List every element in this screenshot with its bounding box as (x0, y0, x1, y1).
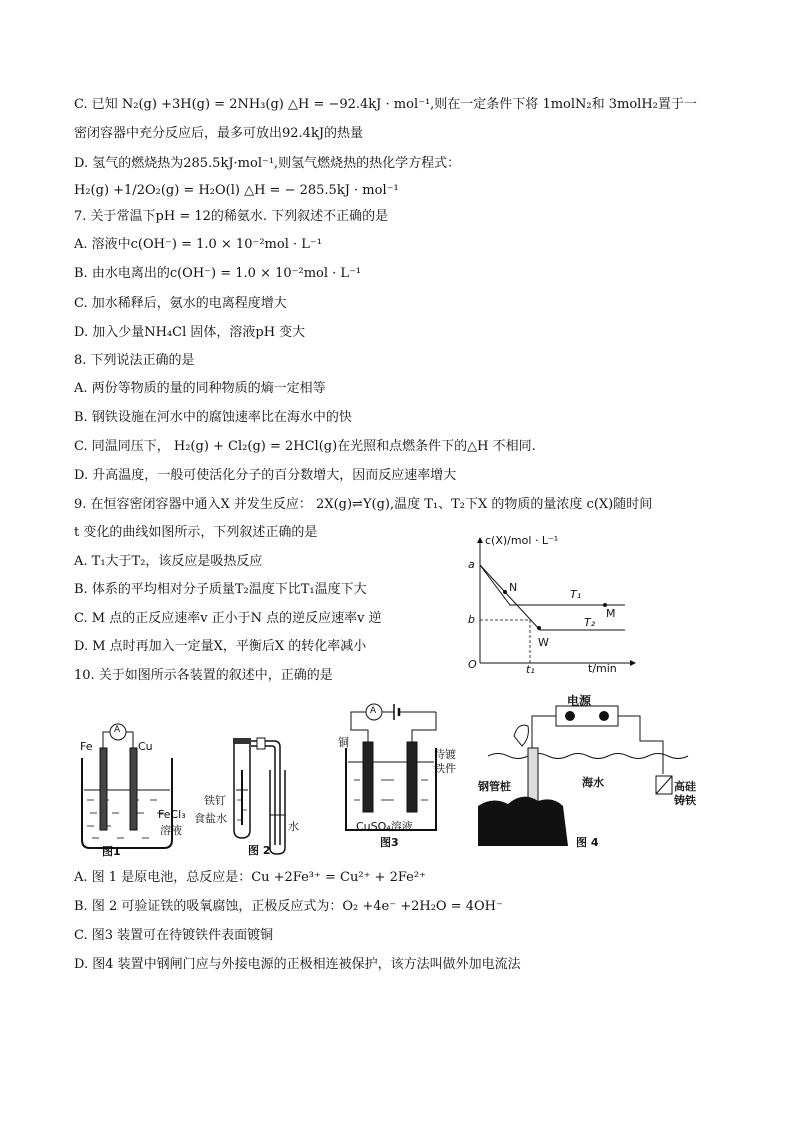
iron-nail-label: 铁钉 (204, 794, 226, 807)
point-n-label: N (509, 581, 518, 594)
question-8-option-b: B. 钢铁设施在河水中的腐蚀速率比在海水中的快 (74, 410, 352, 425)
option-6d-equation: H₂(g) +1/2O₂(g) = H₂O(l) △H = − 285.5kJ · mol⁻¹ (74, 183, 399, 198)
salt-water-label: 食盐水 (194, 812, 227, 825)
high-silicon-label-2: 铸铁 (674, 794, 696, 807)
question-8-stem: 8. 下列说法正确的是 (74, 353, 195, 368)
question-8-option-c: C. 同温同压下， H₂(g) + Cl₂(g) = 2HCl(g)在光照和点燃条件下的△H 不相同. (74, 439, 536, 454)
fig3-ammeter-label: A (370, 706, 377, 716)
graph-origin-label: O (468, 658, 477, 671)
figure-3-caption: 图3 (380, 836, 399, 849)
option-6d-line1: D. 氢气的燃烧热为285.5kJ·mol⁻¹,则氢气燃烧热的热化学方程式： (74, 156, 461, 171)
question-7-option-a: A. 溶液中c(OH⁻) = 1.0 × 10⁻²mol · L⁻¹ (74, 237, 322, 252)
curve-t2-label: T₂ (584, 616, 596, 629)
fe-electrode-label: Fe (80, 740, 93, 753)
question-7-option-d: D. 加入少量NH₄Cl 固体，溶液pH 变大 (74, 325, 306, 340)
graph-x-label: t/min (588, 662, 617, 675)
high-silicon-label-1: 高硅 (674, 780, 696, 793)
question-9-option-b: B. 体系的平均相对分子质量T₂温度下比T₁温度下大 (74, 582, 367, 597)
water-label: 水 (288, 820, 299, 833)
graph-y-label: c(X)/mol · L⁻¹ (485, 534, 559, 547)
figure-2-caption: 图 2 (248, 844, 271, 857)
point-m-label: M (606, 607, 616, 620)
graph-a-label: a (468, 558, 475, 571)
option-6c-line2: 密闭容器中充分反应后，最多可放出92.4kJ的热量 (74, 126, 364, 141)
question-9-option-c: C. M 点的正反应速率v 正小于N 点的逆反应速率v 逆 (74, 611, 382, 626)
figure-1-cell (72, 718, 192, 858)
question-9-option-a: A. T₁大于T₂，该反应是吸热反应 (74, 554, 263, 569)
ammeter-label: A (114, 725, 121, 735)
figure-4-cathodic-protection (478, 696, 708, 856)
figure-4-caption: 图 4 (576, 836, 599, 849)
solution-label: 溶液 (160, 824, 182, 837)
question-10-option-a: A. 图 1 是原电池，总反应是：Cu +2Fe³⁺ = Cu²⁺ + 2Fe²⁺ (74, 870, 426, 885)
curve-t1-label: T₁ (570, 588, 582, 601)
question-8-option-a: A. 两份等物质的量的同种物质的熵一定相等 (74, 381, 326, 396)
graph-b-label: b (468, 613, 475, 626)
plating-label-1: 待镀 (434, 748, 456, 761)
question-8-option-d: D. 升高温度，一般可使活化分子的百分数增大，因而反应速率增大 (74, 468, 457, 483)
question-9-stem-line2: t 变化的曲线如图所示，下列叙述正确的是 (74, 525, 318, 540)
question-7-option-c: C. 加水稀释后，氨水的电离程度增大 (74, 296, 287, 311)
figure-2-apparatus (194, 730, 334, 860)
question-10-stem: 10. 关于如图所示各装置的叙述中，正确的是 (74, 668, 333, 683)
question-7-option-b: B. 由水电离出的c(OH⁻) = 1.0 × 10⁻²mol · L⁻¹ (74, 266, 362, 281)
plating-label-2: 铁件 (434, 762, 456, 775)
option-6c-line1: C. 已知 N₂(g) +3H(g) = 2NH₃(g) △H = −92.4kJ · mol⁻¹,则在一定条件下将 1molN₂和 3molH₂置于一 (74, 97, 697, 112)
question-10-option-b: B. 图 2 可验证铁的吸氧腐蚀，正极反应式为：O₂ +4e⁻ +2H₂O = 4OH⁻ (74, 899, 503, 914)
point-w-label: W (538, 636, 549, 649)
concentration-time-graph (460, 530, 640, 680)
cu-electrode-label: Cu (138, 740, 153, 753)
seawater-label: 海水 (582, 776, 604, 789)
question-10-option-d: D. 图4 装置中钢闸门应与外接电源的正极相连被保护，该方法叫做外加电流法 (74, 957, 521, 972)
question-9-stem-line1: 9. 在恒容密闭容器中通入X 并发生反应： 2X(g)⇌Y(g),温度 T₁、T₂下X 的物质的量浓度 c(X)随时间 (74, 497, 653, 512)
question-7-stem: 7. 关于常温下pH = 12的稀氨水. 下列叙述不正确的是 (74, 209, 389, 224)
cuso4-label: CuSO₄溶液 (356, 820, 413, 833)
graph-t1-label: t₁ (526, 663, 535, 676)
copper-label: 铜 (338, 736, 349, 749)
figure-1-caption: 图1 (102, 845, 121, 858)
question-10-option-c: C. 图3 装置可在待镀铁件表面镀铜 (74, 928, 274, 943)
question-9-option-d: D. M 点时再加入一定量X，平衡后X 的转化率减小 (74, 639, 367, 654)
figure-3-electroplating (336, 700, 466, 850)
power-source-label: 电源 (567, 694, 592, 708)
steel-pile-label: 钢管桩 (478, 780, 511, 793)
fecl3-label: FeCl₃ (158, 808, 186, 821)
